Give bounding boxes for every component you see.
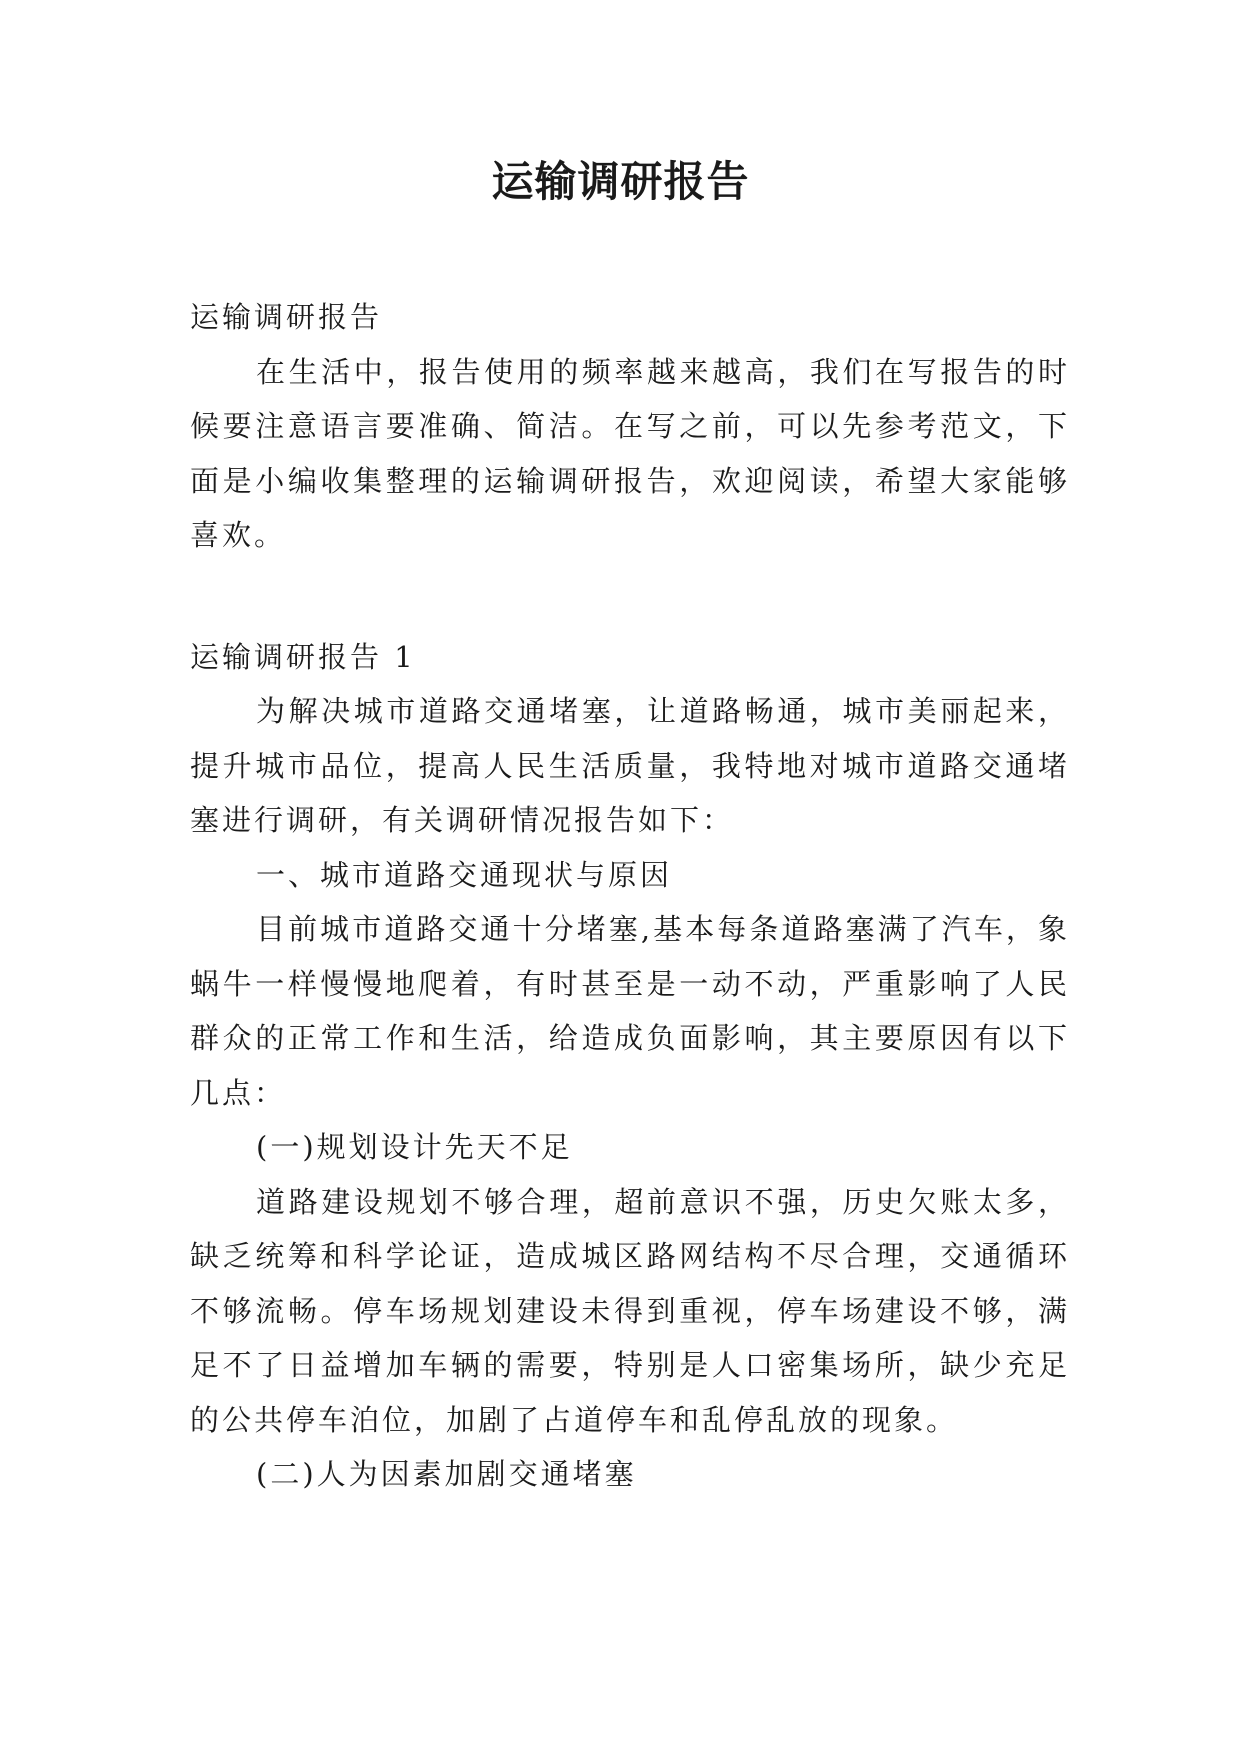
section-heading: 运输调研报告 <box>190 300 383 334</box>
document-title: 运输调研报告 <box>491 157 750 206</box>
subsection-heading: (二)人为因素加剧交通堵塞 <box>256 1457 637 1491</box>
paragraph: 在生活中，报告使用的频率越来越高，我们在写报告的时候要注意语言要准确、简洁。在写之前，可以先参考范文，下面是小编收集整理的运输调研报告，欢迎阅读，希望大家能够喜欢。 <box>190 354 1070 552</box>
paragraph: 为解决城市道路交通堵塞，让道路畅通，城市美丽起来，提升城市品位，提高人民生活质量，我特地对城市道路交通堵塞进行调研，有关调研情况报告如下： <box>190 694 1070 837</box>
document-body <box>190 290 1070 1502</box>
paragraph: 目前城市道路交通十分堵塞,基本每条道路塞满了汽车，象蜗牛一样慢慢地爬着，有时甚至是一动不动，严重影响了人民群众的正常工作和生活，给造成负面影响，其主要原因有以下几点： <box>190 912 1070 1110</box>
paragraph: 道路建设规划不够合理，超前意识不强，历史欠账太多，缺乏统筹和科学论证，造成城区路网结构不尽合理，交通循环不够流畅。停车场规划建设未得到重视，停车场建设不够，满足不了日益增加车辆的需要，特别是人口密集场所，缺少充足的公共停车泊位，加剧了占道停车和乱停乱放的现象。 <box>190 1184 1070 1437</box>
subsection-heading: (一)规划设计先天不足 <box>256 1130 573 1164</box>
section-heading: 运输调研报告 1 <box>190 639 416 674</box>
subsection-heading: 一、城市道路交通现状与原因 <box>256 857 673 892</box>
